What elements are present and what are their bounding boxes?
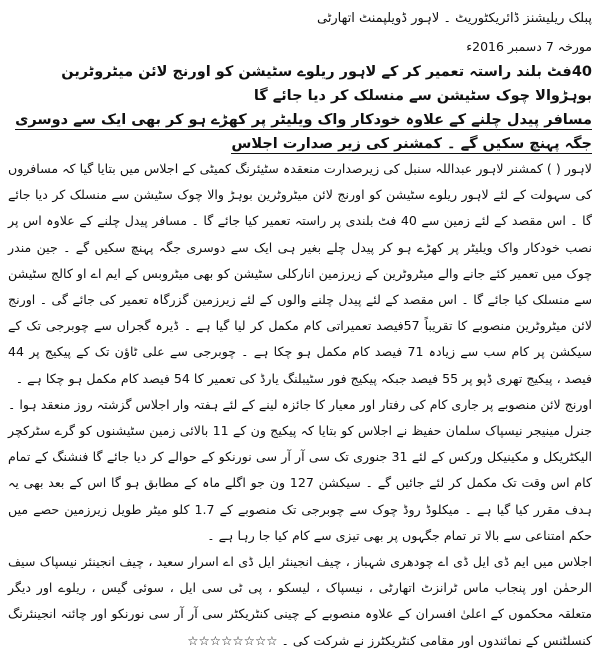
body-paragraph-3-text: اجلاس میں ایم ڈی ایل ڈی اے چودھری شہباز ، چیف انجینئر ایل ڈی اے اسرار سعید ، چیف انجینئر نیسپاک سیف الرحمٰن اور پنجاب ماس ٹرانزٹ اتھارٹی ، نیسپاک ، لیسکو ، پی ٹی سی ایل ، سوئی گیس ، ریلوے اور دیگر متعلقہ محکموں کے اعلیٰ افسران کے علاوہ منصوبے کے چینی کنٹریکٹر سی آر آر سی نورنکو اور چائنہ انجینئرنگ کنسلٹنس کے نمائندوں اور مقامی کنٹریکٹرز نے شرکت کی ۔ (8, 554, 592, 648)
end-mark-stars: ☆☆☆☆☆☆☆☆ (187, 632, 278, 648)
headline: 40فٹ بلند راستہ تعمیر کر کے لاہور ریلوے سٹیشن کو اورنج لائن میٹروٹرین بوہڑوالا چوک سٹیشن سے منسلک کر دیا جائے گا (61, 64, 592, 104)
issuer-header: پبلک ریلیشنز ڈائریکٹوریٹ ۔ لاہور ڈویلپمنٹ اتھارٹی (316, 11, 592, 26)
subheadline-text: مسافر پیدل چلنے کے علاوہ خودکار واک ویلیٹر پر کھڑے ہو کر بھی ایک سے دوسری جگہ پہنچ سکیں گے ۔ کمشنر کی زیر صدارت اجلاس (15, 112, 592, 152)
release-date: مورخہ 7 دسمبر 2016ء (466, 39, 592, 54)
body-paragraph-2: اورنج لائن منصوبے پر جاری کام کی رفتار اور معیار کا جائزہ لینے کے لئے ہفتہ وار اجلاس گزشتہ روز منعقد ہوا ۔ جنرل مینیجر نیسپاک سلمان حفیظ نے اجلاس کو بتایا کہ پیکیج ون کے 11 بالائی زمین سٹیشنوں کو گرے سٹرکچر الیکٹریکل و مکینیکل ورکس کے لئے 31 جنوری تک سی آر آر سی نورنکو کے حوالے کر دیا جائے گا فنشنگ کے تمام کام اس وقت تک مکمل کر لئے جائیں گے ۔ سیکشن 127 ون جو اگلے ماہ کے مطابق ہو گا اس کے بعد بھی یہ ہدف مقرر کیا گیا ہے ۔ میکلوڈ روڈ چوک سے چوبرجی تک منصوبے کے 1.7 کلو میٹر طویل زیرزمین حصے میں حکم امتناعی سے بالا تر تمام جگہوں پر بھی تیزی سے کام کیا جا رہا ہے ۔ (8, 396, 593, 543)
body-paragraph-3 (8, 549, 592, 654)
body-paragraph-1: لاہور ( ) کمشنر لاہور عبداللہ سنبل کی زیرصدارت منعقدہ سٹیئرنگ کمیٹی کے اجلاس میں بتایا گیا کہ مسافروں کی سہولت کے لئے لاہور ریلوے سٹیشن کو اورنج لائن میٹروٹرین بوہڑ والا چوک سٹیشن سے منسلک کر دیا جائے گا ۔ اس مقصد کے لئے زمین سے 40 فٹ بلندی پر راستہ تعمیر کیا جائے گا ۔ مسافر پیدل چلنے کے علاوہ اس پر نصب خودکار واک ویلیٹر پر کھڑے ہو کر پیدل چلے بغیر ہی ایک سے دوسری جگہ پہنچ سکیں گے ۔ جین مندر چوک میں تعمیر کئے جانے والے میٹروٹرین کے زیرزمین انارکلی سٹیشن کو بھی میٹروبس کے ایم اے او کالج سٹیشن سے منسلک کیا جائے گا ۔ اس مقصد کے لئے پیدل چلنے والوں کے لئے زیرزمین گزرگاہ تعمیر کی جائے گی ۔ اورنج لائن میٹروٹرین منصوبے کا تقریباً 57فیصد تعمیراتی کام مکمل کر لیا گیا ہے ۔ ڈیرہ گجراں سے چوبرجی تک کے سیکشن پر کام سب سے زیادہ 71 فیصد کام مکمل ہو چکا ہے ۔ چوبرجی سے علی ٹاؤن تک کے پیکیج پر 44 فیصد ، پیکیج تھری ڈپو پر 55 فیصد جبکہ پیکیج فور سٹیبلنگ یارڈ کی تعمیر کا 54 فیصد کام مکمل ہو چکا ہے ۔ (8, 161, 592, 386)
subheadline (8, 108, 592, 156)
